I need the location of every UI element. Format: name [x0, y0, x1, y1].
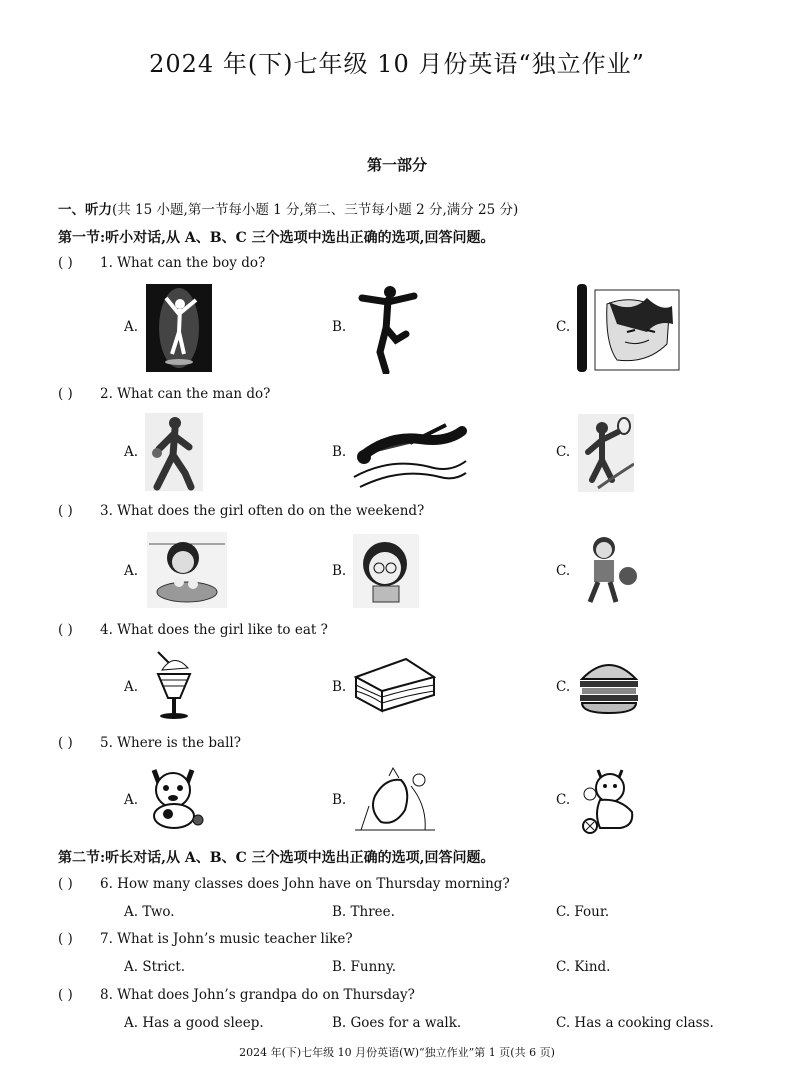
tennis-player-image[interactable]: [578, 414, 634, 492]
hamburger-image[interactable]: [578, 655, 640, 715]
swimmer-image[interactable]: [350, 417, 468, 491]
q3-option-c-label: C.: [556, 563, 571, 579]
q1-option-a-label: A.: [124, 319, 139, 335]
q5-option-a-label: A.: [124, 792, 139, 808]
answer-blank[interactable]: ( ): [58, 987, 73, 1003]
question-3: [58, 503, 424, 519]
part1-header: 第一节:听小对话,从 A、B、C 三个选项中选出正确的选项,回答问题。: [58, 230, 495, 246]
section-heading: [58, 198, 518, 218]
dog-ball-front-image[interactable]: [146, 766, 212, 832]
kungfu-image[interactable]: [352, 282, 422, 374]
girl-basketball-image[interactable]: [578, 532, 638, 610]
q2-option-a-label: A.: [124, 444, 139, 460]
girl-washing-image[interactable]: [147, 532, 227, 608]
section-heading-note: (共 15 小题,第一节每小题 1 分,第二、三节每小题 2 分,满分 25 分): [112, 202, 519, 218]
question-6: [58, 876, 510, 892]
question-text: 5. Where is the ball?: [100, 735, 241, 751]
q4-option-a-label: A.: [124, 679, 139, 695]
dog-ball-under-image[interactable]: [580, 764, 644, 836]
q7-option-a[interactable]: A. Strict.: [124, 959, 186, 975]
q1-option-c-label: C.: [556, 319, 571, 335]
section-heading-label: 一、听力: [58, 202, 112, 218]
question-text: 7. What is John’s music teacher like?: [100, 931, 353, 947]
drawing-image[interactable]: [577, 284, 681, 372]
answer-blank[interactable]: ( ): [58, 931, 73, 947]
basketball-player-image[interactable]: [145, 413, 203, 491]
answer-blank[interactable]: ( ): [58, 876, 73, 892]
q6-option-c[interactable]: C. Four.: [556, 904, 610, 920]
question-5: [58, 735, 241, 751]
question-text: 4. What does the girl like to eat ?: [100, 622, 328, 638]
question-text: 3. What does the girl often do on the weekend?: [100, 503, 425, 519]
girl-reading-image[interactable]: [353, 534, 419, 608]
part-title: 第一部分: [366, 156, 427, 174]
q2-option-b-label: B.: [332, 444, 347, 460]
question-4: [58, 622, 328, 638]
q7-option-c[interactable]: C. Kind.: [556, 959, 611, 975]
answer-blank[interactable]: ( ): [58, 503, 73, 519]
page-title: 2024 年(下)七年级 10 月份英语“独立作业”: [149, 50, 645, 78]
q7-option-b[interactable]: B. Funny.: [332, 959, 397, 975]
question-1: [58, 255, 265, 271]
question-8: [58, 987, 415, 1003]
q5-option-c-label: C.: [556, 792, 571, 808]
q6-option-b[interactable]: B. Three.: [332, 904, 395, 920]
q4-option-c-label: C.: [556, 679, 571, 695]
q4-option-b-label: B.: [332, 679, 347, 695]
question-text: 1. What can the boy do?: [100, 255, 266, 271]
answer-blank[interactable]: ( ): [58, 735, 73, 751]
sandwich-image[interactable]: [352, 655, 436, 715]
q8-option-a[interactable]: A. Has a good sleep.: [124, 1015, 264, 1031]
answer-blank[interactable]: ( ): [58, 255, 73, 271]
q3-option-a-label: A.: [124, 563, 139, 579]
question-text: 8. What does John’s grandpa do on Thursday?: [100, 987, 415, 1003]
answer-blank[interactable]: ( ): [58, 386, 73, 402]
q5-option-b-label: B.: [332, 792, 347, 808]
part2-header: 第二节:听长对话,从 A、B、C 三个选项中选出正确的选项,回答问题。: [58, 850, 495, 866]
ice-cream-image[interactable]: [150, 648, 198, 722]
page-footer: 2024 年(下)七年级 10 月份英语(W)“独立作业”第 1 页(共 6 页): [239, 1046, 555, 1059]
q6-option-a[interactable]: A. Two.: [124, 904, 175, 920]
question-text: 6. How many classes does John have on Thursday morning?: [100, 876, 510, 892]
question-7: [58, 931, 353, 947]
answer-blank[interactable]: ( ): [58, 622, 73, 638]
q3-option-b-label: B.: [332, 563, 347, 579]
dancer-image[interactable]: [146, 284, 212, 372]
q1-option-b-label: B.: [332, 319, 347, 335]
q8-option-b[interactable]: B. Goes for a walk.: [332, 1015, 462, 1031]
q2-option-c-label: C.: [556, 444, 571, 460]
question-text: 2. What can the man do?: [100, 386, 271, 402]
question-2: [58, 386, 270, 402]
q8-option-c[interactable]: C. Has a cooking class.: [556, 1015, 714, 1031]
cat-ball-image[interactable]: [351, 766, 437, 836]
